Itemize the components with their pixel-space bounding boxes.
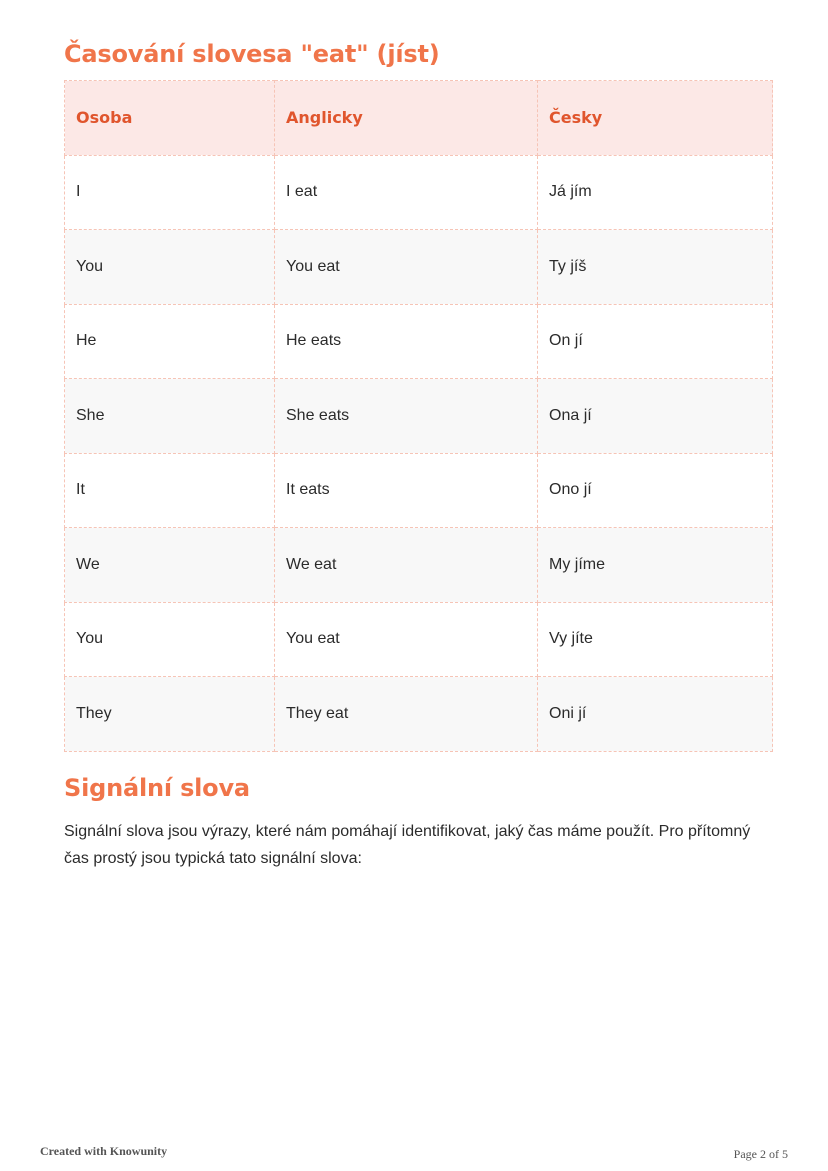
footer-page-number: Page 2 of 5 xyxy=(733,1147,788,1161)
cell-person: They xyxy=(65,677,275,752)
cell-english: You eat xyxy=(275,230,538,305)
cell-english: She eats xyxy=(275,379,538,454)
cell-person: You xyxy=(65,602,275,677)
cell-english: We eat xyxy=(275,528,538,603)
cell-czech: My jíme xyxy=(538,528,773,603)
table-row xyxy=(65,379,773,454)
cell-czech: Oni jí xyxy=(538,677,773,752)
cell-person: I xyxy=(65,155,275,230)
cell-person: He xyxy=(65,304,275,379)
section-paragraph: Signální slova jsou výrazy, které nám pomáhají identifikovat, jaký čas máme použít. Pro přítomný čas prostý jsou typická tato signální slova: xyxy=(64,822,751,867)
table-header-row xyxy=(65,81,773,156)
document-content xyxy=(64,38,772,872)
cell-czech: Ona jí xyxy=(538,379,773,454)
section-title: Signální slova xyxy=(64,773,250,802)
footer-created-with: Created with Knowunity xyxy=(40,1144,168,1158)
table-row xyxy=(65,677,773,752)
conjugation-table xyxy=(64,80,773,752)
cell-person: We xyxy=(65,528,275,603)
table-row xyxy=(65,304,773,379)
cell-person: You xyxy=(65,230,275,305)
cell-english: It eats xyxy=(275,453,538,528)
cell-person: She xyxy=(65,379,275,454)
cell-english: They eat xyxy=(275,677,538,752)
page-title: Časování slovesa "eat" (jíst) xyxy=(64,40,440,68)
cell-english: You eat xyxy=(275,602,538,677)
table-row xyxy=(65,602,773,677)
cell-person: It xyxy=(65,453,275,528)
table-row xyxy=(65,528,773,603)
cell-czech: On jí xyxy=(538,304,773,379)
table-row xyxy=(65,230,773,305)
header-czech: Česky xyxy=(538,81,773,156)
table-row xyxy=(65,155,773,230)
cell-english: I eat xyxy=(275,155,538,230)
table-row xyxy=(65,453,773,528)
cell-czech: Já jím xyxy=(538,155,773,230)
cell-czech: Ono jí xyxy=(538,453,773,528)
cell-english: He eats xyxy=(275,304,538,379)
header-english: Anglicky xyxy=(275,81,538,156)
cell-czech: Vy jíte xyxy=(538,602,773,677)
cell-czech: Ty jíš xyxy=(538,230,773,305)
header-person: Osoba xyxy=(65,81,275,156)
